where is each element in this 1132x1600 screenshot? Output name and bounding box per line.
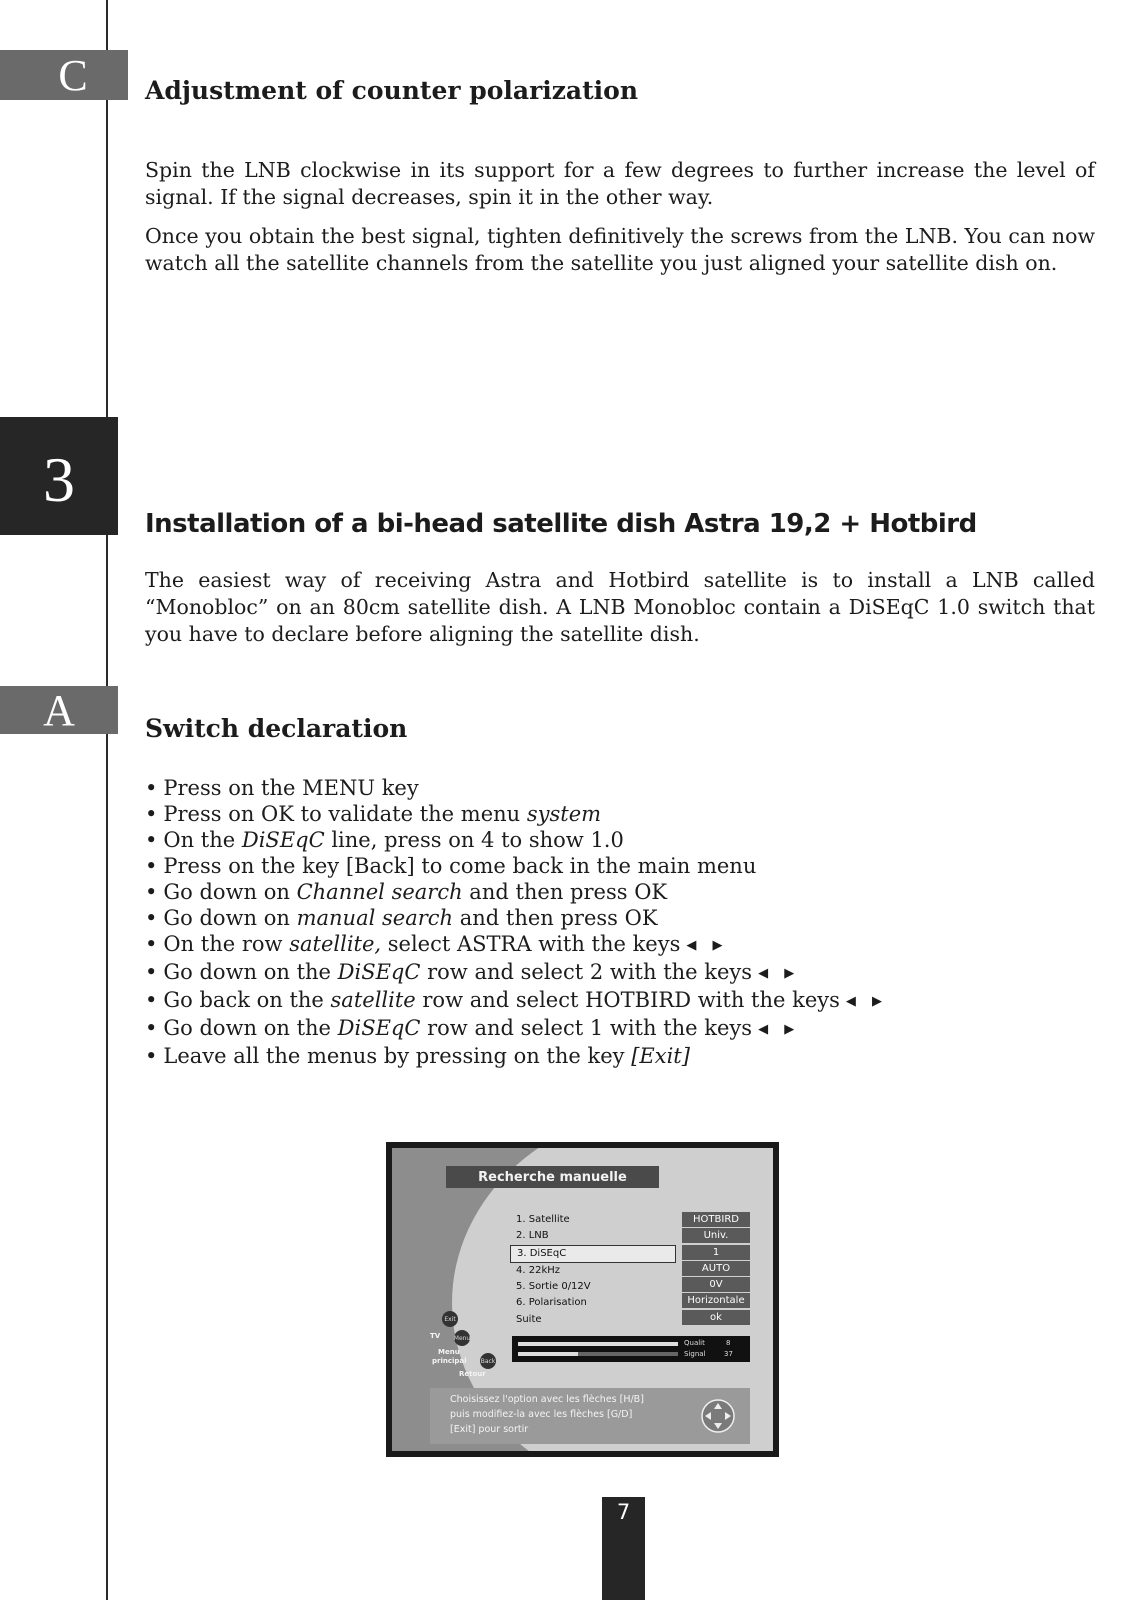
step-emphasis: Channel search <box>296 880 463 904</box>
exit-button-icon: Exit <box>442 1311 458 1327</box>
quality-label: Qualit <box>684 1339 705 1347</box>
step-text: row and select 1 with the keys <box>420 1016 753 1040</box>
bullet-icon: • <box>145 932 158 956</box>
step-text: line, press on 4 to show 1.0 <box>324 828 624 852</box>
bullet-icon: • <box>145 880 158 904</box>
signal-bars <box>512 1336 750 1362</box>
step-item <box>145 1043 1095 1069</box>
left-right-arrows-icon: ◀ ▶ <box>686 938 729 953</box>
bullet-icon: • <box>145 854 158 878</box>
osd-value: Horizontale <box>682 1293 750 1308</box>
margin-rule <box>106 0 108 1600</box>
section-body <box>145 157 1095 277</box>
step-text: row and select HOTBIRD with the keys <box>415 988 840 1012</box>
step-emphasis: manual search <box>296 906 454 930</box>
osd-value: 0V <box>682 1277 750 1292</box>
osd-value: Univ. <box>682 1228 750 1243</box>
section-heading: Switch declaration <box>145 714 408 743</box>
quality-value: 8 <box>726 1339 731 1347</box>
step-text: row and select 2 with the keys <box>420 960 753 984</box>
osd-menu-item: 1. Satellite <box>516 1214 570 1225</box>
step-emphasis: DiSEqC <box>337 960 421 984</box>
osd-help <box>430 1388 750 1444</box>
step-emphasis: satellite <box>330 988 416 1012</box>
step-text: Go down on <box>163 906 297 930</box>
back-button-icon: Back <box>480 1353 496 1369</box>
osd-menu-item: 3. DiSEqC <box>510 1245 676 1263</box>
osd-menu-item: Suite <box>516 1313 542 1325</box>
signal-label: Signal <box>684 1350 706 1358</box>
step-item <box>145 987 1095 1015</box>
osd-side-label: TV <box>430 1332 441 1340</box>
step-item <box>145 905 1095 931</box>
osd-value: 1 <box>682 1245 750 1260</box>
osd-value: AUTO <box>682 1261 750 1276</box>
step-item <box>145 801 1095 827</box>
step-text: Go down on the <box>163 960 338 984</box>
osd-menu-item: 5. Sortie 0/12V <box>516 1281 591 1293</box>
signal-bar <box>518 1352 678 1356</box>
paragraph: Once you obtain the best signal, tighten definitively the screws from the LNB. You can now watch all the satellite channels from the satellite you just aligned your satellite dish on. <box>145 224 1095 275</box>
step-emphasis: DiSEqC <box>337 1016 421 1040</box>
page-number: 7 <box>602 1497 645 1600</box>
osd-value: HOTBIRD <box>682 1212 750 1227</box>
section-tab-a: A <box>0 686 118 734</box>
step-emphasis: satellite, <box>289 932 382 956</box>
bullet-icon: • <box>145 988 158 1012</box>
help-line: Choisissez l'option avec les flèches [H/B] <box>450 1394 644 1405</box>
paragraph: The easiest way of receiving Astra and Hotbird satellite is to install a LNB called “Monobloc” on an 80cm satellite dish. A LNB Monobloc contain a DiSEqC 1.0 switch that you have to declare before aligning the satellite dish. <box>145 568 1095 646</box>
bullet-icon: • <box>145 1016 158 1040</box>
bullet-icon: • <box>145 776 158 800</box>
step-item <box>145 1015 1095 1043</box>
menu-button-icon: Menu <box>454 1330 470 1346</box>
osd-value: ok <box>682 1310 750 1325</box>
section-heading: Adjustment of counter polarization <box>145 76 639 105</box>
step-text: Go down on <box>163 880 297 904</box>
step-text: select ASTRA with the keys <box>381 932 681 956</box>
step-item <box>145 959 1095 987</box>
left-right-arrows-icon: ◀ ▶ <box>758 966 801 981</box>
step-emphasis: [Exit] <box>631 1044 690 1068</box>
osd-menu-item: 4. 22kHz <box>516 1264 561 1276</box>
step-item <box>145 931 1095 959</box>
step-text: and then press OK <box>462 880 668 904</box>
receiver-screenshot <box>386 1142 779 1457</box>
left-right-arrows-icon: ◀ ▶ <box>845 994 889 1009</box>
osd-side-label: Retour <box>459 1370 486 1378</box>
step-text: On the <box>163 828 242 852</box>
step-text: Press on the MENU key <box>163 776 419 800</box>
step-item <box>145 827 1095 853</box>
help-line: [Exit] pour sortir <box>450 1424 529 1435</box>
bullet-icon: • <box>145 1044 158 1068</box>
osd-menu <box>510 1212 676 1328</box>
step-text: Press on OK to validate the menu <box>163 802 527 826</box>
step-text: Go back on the <box>163 988 331 1012</box>
bullet-icon: • <box>145 906 158 930</box>
osd-background <box>392 1148 773 1451</box>
signal-value: 37 <box>724 1350 733 1358</box>
step-item <box>145 853 1095 879</box>
step-item <box>145 775 1095 801</box>
step-text: and then press OK <box>453 906 658 930</box>
osd-menu-item: 2. LNB <box>516 1230 549 1242</box>
steps-container <box>145 775 1095 1069</box>
step-text: On the row <box>163 932 290 956</box>
help-line: puis modifiez-la avec les flèches [G/D] <box>450 1409 633 1420</box>
step-text: Press on the key [Back] to come back in the main menu <box>163 854 757 878</box>
paragraph: Spin the LNB clockwise in its support for a few degrees to further increase the level of signal. If the signal decreases, spin it in the other way. <box>145 158 1095 209</box>
osd-values <box>682 1212 750 1326</box>
step-text: Go down on the <box>163 1016 338 1040</box>
section-counter-polarization <box>145 76 1095 105</box>
section-tab-c: C <box>0 50 128 100</box>
bullet-icon: • <box>145 802 158 826</box>
bullet-icon: • <box>145 960 158 984</box>
step-emphasis: DiSEqC <box>241 828 325 852</box>
step-item <box>145 879 1095 905</box>
section-bi-head-installation <box>145 509 1095 539</box>
bullet-icon: • <box>145 828 158 852</box>
step-emphasis: system <box>526 802 602 826</box>
steps-list <box>145 775 1095 1069</box>
section-heading: Installation of a bi-head satellite dish Astra 19,2 + Hotbird <box>145 509 977 539</box>
section-switch-declaration <box>145 714 1095 743</box>
section-body <box>145 567 1095 648</box>
osd-side-label: principal <box>432 1357 467 1365</box>
osd-title: Recherche manuelle <box>446 1166 659 1188</box>
quality-bar <box>518 1342 678 1346</box>
osd-side-label: Menu <box>438 1348 460 1356</box>
osd-menu-item: 6. Polarisation <box>516 1297 587 1309</box>
left-right-arrows-icon: ◀ ▶ <box>758 1022 801 1037</box>
step-text: Leave all the menus by pressing on the key <box>163 1044 632 1068</box>
chapter-tab-3: 3 <box>0 417 118 535</box>
dpad-icon <box>700 1398 736 1434</box>
